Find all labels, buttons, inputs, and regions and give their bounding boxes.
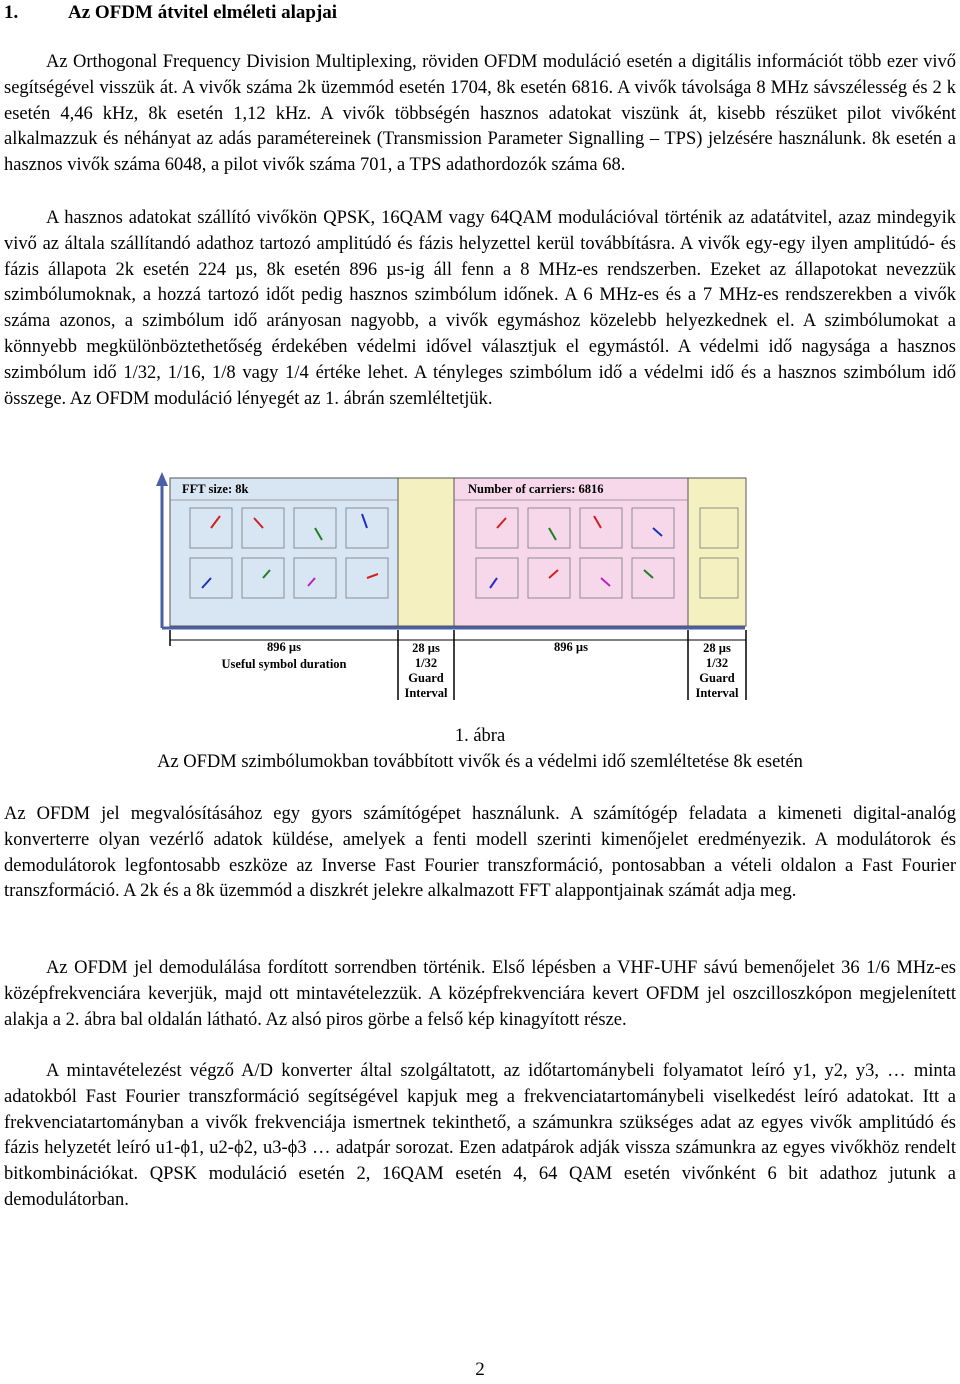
- useful-time-2: 896 µs: [554, 640, 588, 654]
- useful-time-1: 896 µs: [267, 640, 301, 654]
- guard-fraction-1: 1/32: [414, 656, 438, 670]
- page-number: 2: [475, 1359, 485, 1380]
- guard-fraction-2: 1/32: [705, 656, 729, 670]
- guard-word-1a: Guard: [408, 671, 444, 685]
- guard-word-2a: Guard: [699, 671, 735, 685]
- guard-time-1: 28 µs: [412, 641, 440, 655]
- guard-panel-2: [688, 478, 746, 626]
- section-title: Az OFDM átvitel elméleti alapjai: [68, 2, 338, 23]
- carriers-label: Number of carriers: 6816: [468, 482, 604, 496]
- section-heading: [4, 2, 337, 24]
- guard-panel-1: [398, 478, 454, 626]
- useful-symbol-label: Useful symbol duration: [221, 657, 347, 671]
- paragraph-3: Az OFDM jel megvalósításához egy gyors számítógépet használunk. A számítógép feladata a kimeneti digital-analóg konverterre olyan vezérlő adatok küldése, amelyek a fenti modell szerinti kimenőjelet eredményezik. A modulátorok és demodulátorok legfontosabb eszköze az Inverse Fast Fourier transzformáció, pontosabban a vételi oldalon a Fast Fourier transzformáció. A 2k és a 8k üzemmód a diszkrét jelekre alkalmazott FFT alappontjainak számát adja meg.: [4, 804, 956, 902]
- paragraph-1: Az Orthogonal Frequency Division Multiplexing, röviden OFDM moduláció esetén a digitális információt több ezer vivő segítségével visszük át. A vivők száma 2k üzemmód esetén 1704, 8k esetén 6816. A vivők távolsága 8 MHz sávszélesség és 2 k esetén 4,46 kHz, 8k esetén 1,12 kHz. A vivők többségén hasznos adatokat viszünk át, kisebb részüket pilot vivőként alkalmazzuk és néhányat az adás paramétereinek (Transmission Parameter Signalling – TPS) jelzésére használunk. 8k esetén a hasznos vivők száma 6048, a pilot vivők száma 701, a TPS adathordozók száma 68.: [4, 52, 956, 176]
- ofdm-figure: [150, 470, 750, 710]
- ofdm-diagram: [150, 470, 750, 710]
- guard-word-1b: Interval: [404, 686, 448, 700]
- section-number: 1.: [4, 2, 19, 23]
- fft-size-label: FFT size: 8k: [182, 482, 249, 496]
- paragraph-4: Az OFDM jel demodulálása fordított sorrendben történik. Első lépésben a VHF-UHF sávú bemenőjelet 36 1/6 MHz-es középfrekvenciára keverjük, majd ott mintavételezzük. A középfrekvenciára kevert OFDM jel oszcilloszkópon megjelenített alakja a 2. ábra bal oldalán látható. Az alsó piros görbe a felső kép kinagyított része.: [4, 958, 956, 1030]
- paragraph-5: A mintavételezést végző A/D konverter által szolgáltatott, az időtartománybeli folyamatot leíró y1, y2, y3, … minta adatokból Fast Fourier transzformáció segítségével kapjuk meg a frekvenciatartománybeli viselkedést leíró adatokat. Itt a frekvenciatartományban a vivők frekvenciája ismertnek tekinthető, a számunkra szükséges adat az egyes vivők amplitúdó és fázis helyzetét leíró u1-ϕ1, u2-ϕ2, u3-ϕ3 … adatpár sorozat. Ezen adatpárok adják vissza számunkra az egyes vivőkhöz rendelt bitkombinációkat. QPSK moduláció esetén 2, 16QAM esetén 4, 64 QAM esetén vivőnként 6 bit adathoz jutunk a demodulátorban.: [4, 1061, 956, 1210]
- figure-caption-number: 1. ábra: [454, 726, 506, 746]
- figure-caption-text: Az OFDM szimbólumokban továbbított vivők és a védelmi idő szemléltetése 8k esetén: [157, 752, 803, 772]
- vertical-axis-arrow-icon: [156, 472, 168, 486]
- guard-time-2: 28 µs: [703, 641, 731, 655]
- guard-word-2b: Interval: [695, 686, 739, 700]
- paragraph-2: A hasznos adatokat szállító vivőkön QPSK, 16QAM vagy 64QAM modulációval történik az adatátvitel, azaz mindegyik vivő az általa szállítandó adathoz tartozó amplitúdó és fázis helyzettel kerül továbbításra. A vivők egy-egy ilyen amplitúdó- és fázis állapota 2k esetén 224 µs, 8k esetén 896 µs-ig áll fenn a 8 MHz-es rendszerben. Ezeket az állapotokat nevezzük szimbólumoknak, a hozzá tartozó időt pedig hasznos szimbólum időnek. A 6 MHz-es és a 7 MHz-es rendszerekben a vivők száma azonos, a szimbólum idő arányosan nagyobb, a vivők egymáshoz közelebb helyezkednek el. A szimbólumokat a könnyebb megkülönböztethetőség érdekében védelmi idővel választjuk el egymástól. A védelmi idő nagysága a hasznos szimbólum idő 1/32, 1/16, 1/8 vagy 1/4 értéke lehet. A tényleges szimbólum idő a védelmi idő és a hasznos szimbólum idő összege. Az OFDM moduláció lényegét az 1. ábrán szemléltetjük.: [4, 208, 956, 409]
